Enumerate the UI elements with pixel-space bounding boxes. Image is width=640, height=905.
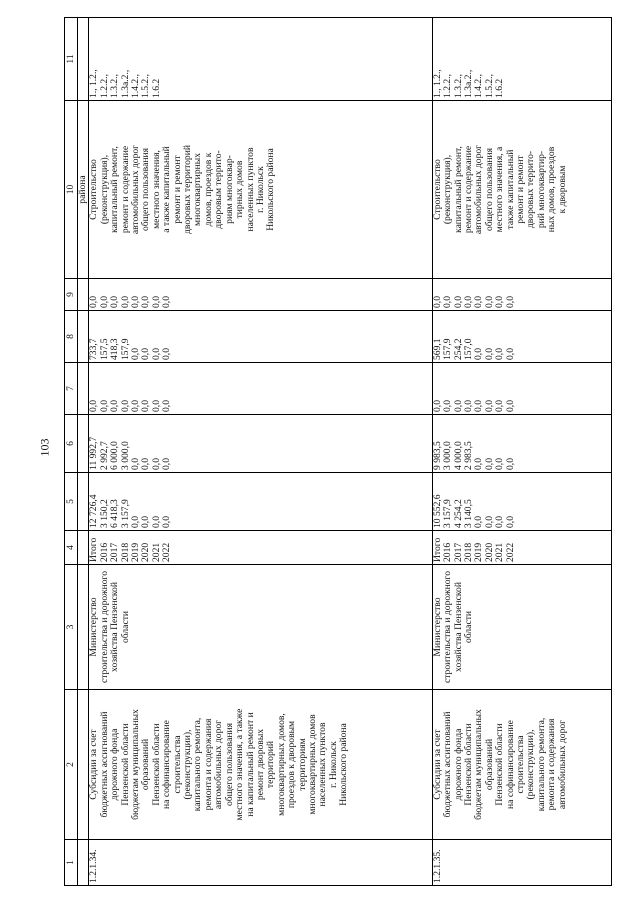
row-c9-value: 0,0 xyxy=(150,296,162,308)
row-c9 xyxy=(89,279,432,311)
row-c8-value: 157,5 xyxy=(98,338,110,360)
row-c7-value: 0,0 xyxy=(161,400,173,412)
row-c8-value: 157,0 xyxy=(462,338,474,360)
row-c6-value: 4 000,0 xyxy=(452,441,464,470)
row-c8-value: 157,9 xyxy=(442,338,454,360)
row-c5-value: 0,0 xyxy=(494,516,506,528)
row-c5-value: 6 418,3 xyxy=(109,499,121,528)
row-years-value: 2017 xyxy=(109,542,121,562)
row-c6 xyxy=(432,415,611,473)
row-c8-value: 0,0 xyxy=(129,348,141,360)
row-c8-value: 0,0 xyxy=(161,348,173,360)
header-col-11: 11 xyxy=(65,18,78,101)
row-c7-value: 0,0 xyxy=(98,400,110,412)
page-number: 103 xyxy=(37,438,52,457)
row-c9-value: 0,0 xyxy=(129,296,141,308)
row-years-value: 2018 xyxy=(119,542,131,562)
row-c6-value: 0,0 xyxy=(129,458,141,470)
row-c6 xyxy=(89,415,432,473)
row-c8 xyxy=(432,311,611,363)
row-years-value: 2022 xyxy=(504,542,516,562)
row-c6-value: 9 983,5 xyxy=(431,441,443,470)
row-c5-value: 0,0 xyxy=(473,516,485,528)
row-c8 xyxy=(89,311,432,363)
row-years xyxy=(432,531,611,565)
row-c6-value: 0,0 xyxy=(494,458,506,470)
row-c9-value: 0,0 xyxy=(88,296,100,308)
row-c9-value: 0,0 xyxy=(98,296,110,308)
row-c10-text: Строительство (реконструкция), капитальный ремонт, ремонт и содержание автомобильных дорог общего пользования местного значения, а также капитальный ремонт и ремонт дворовых территорий многоквартирных домов, проездов к дворовым террито- риям многоквар- тирных домов населенных пунктов г. Никольск Никольского района xyxy=(88,144,277,235)
header-col-10: 10 xyxy=(65,101,78,279)
row-c7 xyxy=(89,363,432,415)
row-c9-value: 0,0 xyxy=(119,296,131,308)
row-c7-value: 0,0 xyxy=(452,400,464,412)
row-c9 xyxy=(432,279,611,311)
row-id xyxy=(89,840,432,886)
row-c9-value: 0,0 xyxy=(442,296,454,308)
header-col-2: 2 xyxy=(65,690,78,840)
continuation-col-10: района xyxy=(78,101,89,279)
table-row xyxy=(89,18,432,886)
row-c8-value: 569,1 xyxy=(431,338,443,360)
row-c5-value: 0,0 xyxy=(504,516,516,528)
row-c5-value: 0,0 xyxy=(161,516,173,528)
row-c9-value: 0,0 xyxy=(483,296,495,308)
row-c7-value: 0,0 xyxy=(150,400,162,412)
header-col-6: 6 xyxy=(65,415,78,473)
header-col-5: 5 xyxy=(65,473,78,531)
row-c5-value: 3 157,9 xyxy=(119,499,131,528)
row-c7 xyxy=(432,363,611,415)
header-col-9: 9 xyxy=(65,279,78,311)
row-c5-value: 0,0 xyxy=(140,516,152,528)
row-c5-value: 4 254,2 xyxy=(452,499,464,528)
row-name xyxy=(89,690,432,840)
row-id-text: 1.2.1.35. xyxy=(431,849,443,883)
row-c5 xyxy=(89,473,432,531)
row-c8-value: 0,0 xyxy=(494,348,506,360)
row-c7-value: 0,0 xyxy=(483,400,495,412)
row-c5-value: 3 157,9 xyxy=(442,499,454,528)
row-c6-value: 0,0 xyxy=(140,458,152,470)
row-c8-value: 157,9 xyxy=(119,338,131,360)
row-years-value: 2019 xyxy=(473,542,485,562)
row-c8-value: 0,0 xyxy=(150,348,162,360)
header-col-7: 7 xyxy=(65,363,78,415)
row-c7-value: 0,0 xyxy=(109,400,121,412)
row-c7-value: 0,0 xyxy=(88,400,100,412)
row-c5-value: 10 552,6 xyxy=(431,494,443,528)
header-col-8: 8 xyxy=(65,311,78,363)
header-col-1: 1 xyxy=(65,840,78,886)
row-c7-value: 0,0 xyxy=(494,400,506,412)
row-c6-value: 0,0 xyxy=(473,458,485,470)
row-c8-value: 733,7 xyxy=(88,338,100,360)
row-c8-value: 0,0 xyxy=(140,348,152,360)
row-c7-value: 0,0 xyxy=(119,400,131,412)
row-c5-value: 0,0 xyxy=(483,516,495,528)
row-c9-value: 0,0 xyxy=(504,296,516,308)
row-years-value: Итого xyxy=(431,537,443,562)
row-c5 xyxy=(432,473,611,531)
row-c8-value: 254,2 xyxy=(452,338,464,360)
row-c7-value: 0,0 xyxy=(504,400,516,412)
row-c8-value: 0,0 xyxy=(473,348,485,360)
row-c9-value: 0,0 xyxy=(452,296,464,308)
row-years-value: 2020 xyxy=(483,542,495,562)
row-c9-value: 0,0 xyxy=(161,296,173,308)
row-c9-value: 0,0 xyxy=(109,296,121,308)
row-years-value: 2017 xyxy=(452,542,464,562)
row-years-value: 2020 xyxy=(140,542,152,562)
row-c6-value: 6 000,0 xyxy=(109,441,121,470)
row-years-value: 2019 xyxy=(129,542,141,562)
row-c11-text: 1., 1.2., 1.2.2., 1.3.2., 1.3а.2., 1.4.2., 1.5.2., 1.6.2 xyxy=(431,69,506,98)
row-c7-value: 0,0 xyxy=(473,400,485,412)
row-c11 xyxy=(432,18,611,101)
row-years-value: 2018 xyxy=(462,542,474,562)
row-c9-value: 0,0 xyxy=(140,296,152,308)
row-c6-value: 0,0 xyxy=(504,458,516,470)
row-c9-value: 0,0 xyxy=(431,296,443,308)
row-c8-value: 0,0 xyxy=(483,348,495,360)
program-table xyxy=(64,17,612,886)
row-years-value: Итого xyxy=(88,537,100,562)
row-years-value: 2022 xyxy=(161,542,173,562)
row-c6-value: 2 992,7 xyxy=(98,441,110,470)
row-name xyxy=(432,690,611,840)
header-row xyxy=(65,18,78,886)
row-c6-value: 11 992,7 xyxy=(88,436,100,470)
row-executor-text: Министерство строительства и дорожного хозяйства Пензенской области xyxy=(431,570,475,684)
header-col-3: 3 xyxy=(65,565,78,690)
row-c7-value: 0,0 xyxy=(129,400,141,412)
row-c10 xyxy=(432,101,611,279)
row-executor-text: Министерство строительства и дорожного хозяйства Пензенской области xyxy=(88,570,131,684)
row-years-value: 2021 xyxy=(150,542,162,562)
row-c6-value: 0,0 xyxy=(483,458,495,470)
row-id xyxy=(432,840,611,886)
row-executor xyxy=(89,565,432,690)
row-c9-value: 0,0 xyxy=(473,296,485,308)
row-c6-value: 3 000,0 xyxy=(442,441,454,470)
row-c6-value: 2 983,5 xyxy=(462,441,474,470)
row-name-text: Субсидии за счет бюджетных ассигнований дорожного фонда Пензенской области бюджетам муниципальных образований Пензенской области на софинансирование строительства (реконструкции), капитального ремонта, ремонта и содержания автомобильных дорог общего пользования местного значения, а также на капитальный ремонт и ремонт дворовых территорий многоквартирных домов, проездов к дворовым территориям многоквартирных домов населенных пунктов г. Никольск Никольского района xyxy=(88,708,350,821)
row-c6-value: 0,0 xyxy=(150,458,162,470)
row-c6-value: 0,0 xyxy=(161,458,173,470)
row-years-value: 2016 xyxy=(442,542,454,562)
row-c9-value: 0,0 xyxy=(494,296,506,308)
row-c7-value: 0,0 xyxy=(431,400,443,412)
row-c10 xyxy=(89,101,432,279)
row-c6-value: 3 000,0 xyxy=(119,441,131,470)
row-c11 xyxy=(89,18,432,101)
row-c5-value: 0,0 xyxy=(150,516,162,528)
row-c5-value: 0,0 xyxy=(129,516,141,528)
row-years-value: 2021 xyxy=(494,542,506,562)
row-c7-value: 0,0 xyxy=(442,400,454,412)
row-c7-value: 0,0 xyxy=(140,400,152,412)
rotated-table-canvas xyxy=(64,18,612,886)
row-name-text: Субсидии за счет бюджетных ассигнований дорожного фонда Пензенской области бюджетам муниципальных образований Пензенской области на софинансирование строительства (реконструкции), капитального ремонта, ремонта и содержания автомобильных дорог xyxy=(431,709,568,820)
row-years xyxy=(89,531,432,565)
row-c5-value: 12 726,4 xyxy=(88,494,100,528)
row-c5-value: 3 150,2 xyxy=(98,499,110,528)
row-years-value: 2016 xyxy=(98,542,110,562)
row-c9-value: 0,0 xyxy=(462,296,474,308)
row-c11-text: 1., 1.2., 1.2.2., 1.3.2., 1.3а.2., 1.4.2., 1.5.2., 1.6.2 xyxy=(88,69,162,98)
row-id-text: 1.2.1.34. xyxy=(88,849,100,883)
row-executor xyxy=(432,565,611,690)
row-c7-value: 0,0 xyxy=(462,400,474,412)
header-col-4: 4 xyxy=(65,531,78,565)
table-row xyxy=(432,18,611,886)
continuation-row xyxy=(78,18,89,886)
row-c5-value: 3 140,5 xyxy=(462,499,474,528)
row-c8-value: 418,3 xyxy=(109,338,121,360)
row-c10-text: Строительство (реконструкция), капитальный ремонт, ремонт и содержание автомобильных дорог общего пользования местного значения, а также капитальный ремонт и ремонт дворовых террито- рий многоквартир- ных домов, проездов к дворовым xyxy=(431,144,568,235)
row-c8-value: 0,0 xyxy=(504,348,516,360)
